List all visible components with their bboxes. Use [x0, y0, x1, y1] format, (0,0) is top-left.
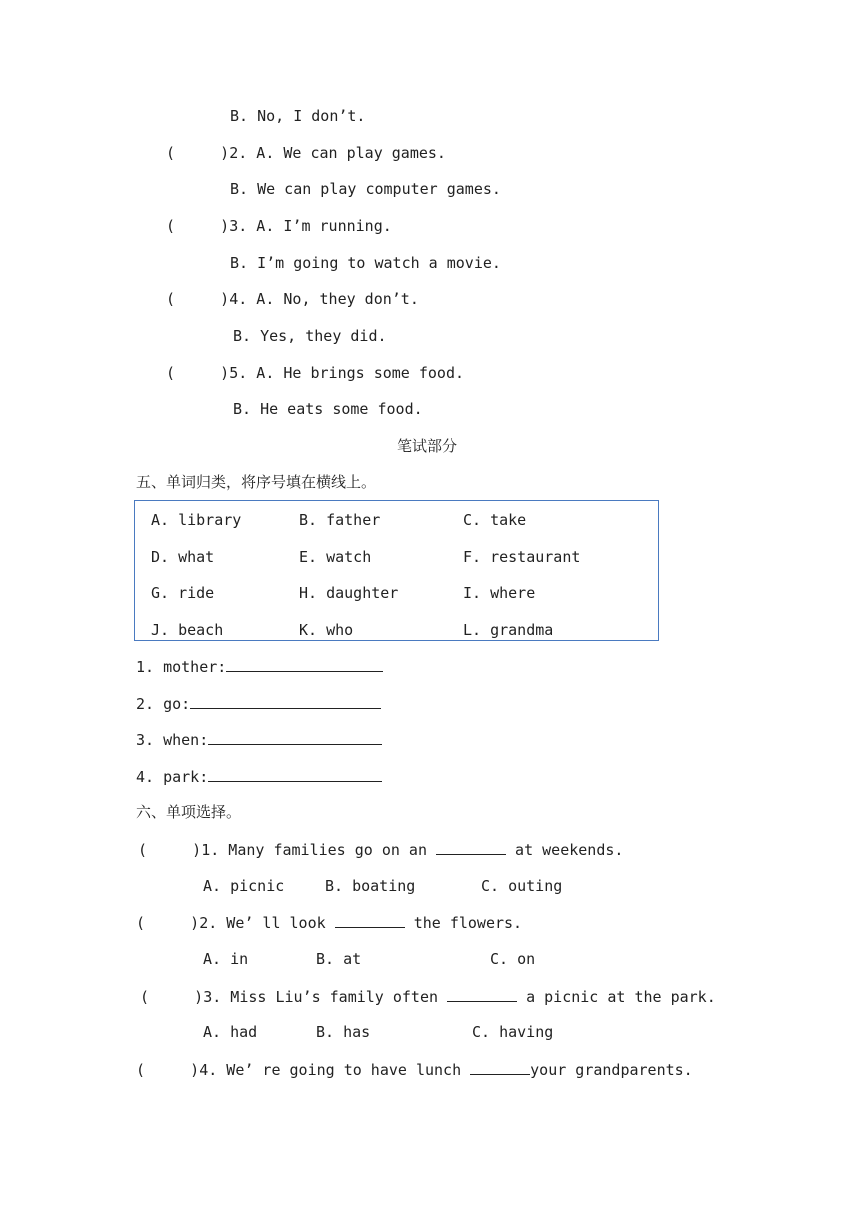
question-text-end: at weekends. [506, 841, 624, 859]
mc1-option-a: A. picnic [203, 877, 285, 895]
question-text-end: a picnic at the park. [517, 988, 716, 1006]
word-g: G. ride [151, 584, 215, 602]
mc-question-2 [136, 912, 522, 933]
answer-blank[interactable] [190, 693, 381, 709]
question-text-end: the flowers. [404, 914, 523, 932]
q3-option-b: B. I’m going to watch a movie. [230, 254, 501, 272]
section6-heading: 六、单项选择。 [136, 803, 242, 821]
mc2-option-a: A. in [203, 950, 249, 968]
mc3-option-b: B. has [316, 1023, 371, 1041]
question-text: ( )2. We’ ll look [136, 914, 335, 932]
q2-option-a: ( )2. A. We can play games. [166, 144, 446, 162]
sort-item-2 [136, 693, 381, 714]
sort-item-label: 2. go: [136, 695, 191, 713]
q5-option-b: B. He eats some food. [233, 400, 423, 418]
section5-heading: 五、单词归类，将序号填在横线上。 [136, 473, 377, 491]
answer-blank[interactable] [436, 839, 506, 855]
q5-option-a: ( )5. A. He brings some food. [166, 364, 465, 382]
answer-blank[interactable] [208, 766, 382, 782]
sort-item-4 [136, 766, 382, 787]
word-i: I. where [463, 584, 536, 602]
sort-item-label: 1. mother: [136, 658, 227, 676]
word-k: K. who [299, 621, 354, 639]
answer-blank[interactable] [470, 1059, 530, 1075]
question-text: ( )1. Many families go on an [138, 841, 437, 859]
sort-item-label: 3. when: [136, 731, 209, 749]
word-l: L. grandma [463, 621, 554, 639]
answer-blank[interactable] [447, 986, 517, 1002]
answer-blank[interactable] [226, 656, 383, 672]
word-c: C. take [463, 511, 527, 529]
answer-blank[interactable] [335, 912, 405, 928]
word-d: D. what [151, 548, 215, 566]
mc3-option-c: C. having [472, 1023, 554, 1041]
sort-item-3 [136, 729, 382, 750]
q1-option-b: B. No, I don’t. [230, 107, 366, 125]
written-part-title: 笔试部分 [397, 437, 458, 455]
mc1-option-b: B. boating [325, 877, 416, 895]
q4-option-a: ( )4. A. No, they don’t. [166, 290, 419, 308]
word-f: F. restaurant [463, 548, 581, 566]
sort-item-1 [136, 656, 383, 677]
question-text: ( )3. Miss Liu’s family often [140, 988, 448, 1006]
word-e: E. watch [299, 548, 372, 566]
mc3-option-a: A. had [203, 1023, 258, 1041]
q3-option-a: ( )3. A. I’m running. [166, 217, 392, 235]
question-text-end: your grandparents. [530, 1061, 693, 1079]
q4-option-b: B. Yes, they did. [233, 327, 387, 345]
q2-option-b: B. We can play computer games. [230, 180, 501, 198]
mc-question-1 [138, 839, 623, 860]
sort-item-label: 4. park: [136, 768, 209, 786]
word-b: B. father [299, 511, 381, 529]
question-text: ( )4. We’ re going to have lunch [136, 1061, 471, 1079]
word-a: A. library [151, 511, 242, 529]
word-bank-box [134, 500, 659, 641]
word-j: J. beach [151, 621, 224, 639]
mc2-option-b: B. at [316, 950, 362, 968]
mc-question-3 [140, 986, 716, 1007]
mc-question-4 [136, 1059, 693, 1080]
word-h: H. daughter [299, 584, 399, 602]
answer-blank[interactable] [208, 729, 382, 745]
mc2-option-c: C. on [490, 950, 536, 968]
mc1-option-c: C. outing [481, 877, 563, 895]
